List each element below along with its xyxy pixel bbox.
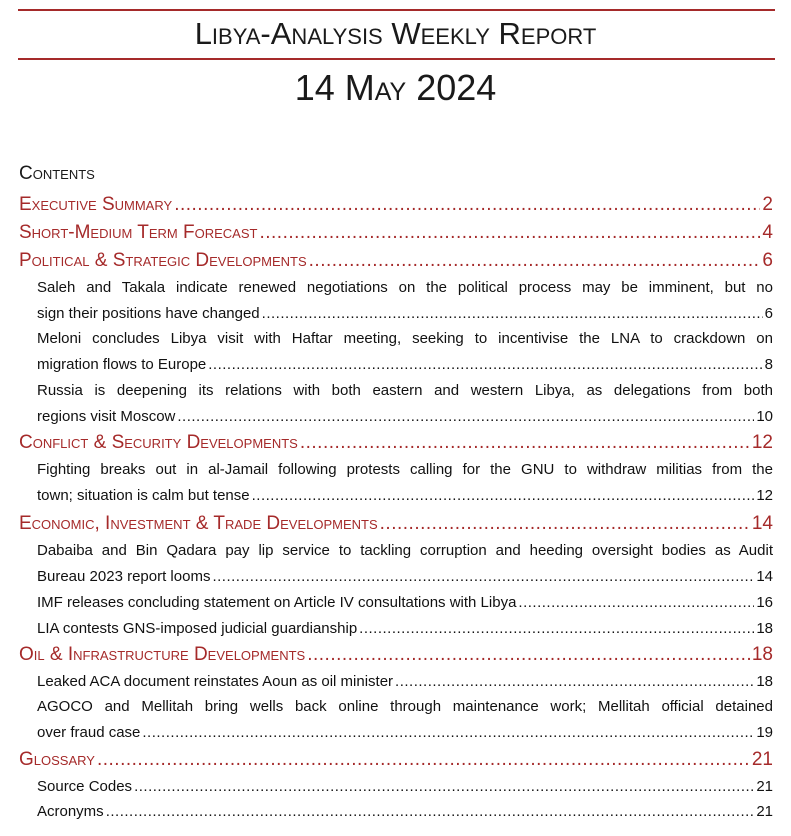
toc-dot-leader (380, 513, 750, 535)
toc-dot-leader (142, 720, 754, 746)
toc-section-political[interactable] (19, 250, 773, 272)
toc-item-text: Leaked ACA document reinstates Aoun as oil minister (37, 673, 394, 690)
toc-item-continuation (37, 483, 773, 509)
toc-item-text: Acronyms (37, 803, 104, 820)
top-rule (18, 9, 775, 11)
toc-dot-leader (300, 432, 750, 454)
toc-item[interactable] (37, 275, 773, 327)
toc-dot-leader (106, 803, 755, 820)
report-title: Libya-Analysis Weekly Report (194, 16, 597, 51)
toc-item-text: Source Codes (37, 778, 133, 795)
toc-page-number: 14 (756, 568, 773, 585)
toc-section-title: Executive Summary (19, 194, 173, 215)
toc-section-forecast[interactable] (19, 222, 773, 244)
toc-item-text: Saleh and Takala indicate renewed negotiations on the political process may be imminent, but no (37, 279, 773, 296)
title-rule (18, 58, 775, 60)
toc-item-continuation (37, 720, 773, 746)
toc-item[interactable] (37, 538, 773, 590)
toc-page-number: 21 (756, 803, 773, 820)
toc-item-text: IMF releases concluding statement on Article IV consultations with Libya (37, 594, 517, 611)
toc-page-number: 14 (751, 513, 773, 534)
toc-section-economic[interactable] (19, 513, 773, 535)
toc-item-text: Bureau 2023 report looms (37, 568, 211, 585)
toc-item-text: Meloni concludes Libya visit with Haftar meeting, seeking to incentivise the LNA to crackdown on (37, 330, 773, 347)
toc-item[interactable] (37, 594, 773, 611)
toc-item-text: over fraud case (37, 724, 141, 741)
toc-page-number: 8 (764, 356, 773, 373)
toc-item-continuation (37, 404, 773, 430)
toc-section-executive-summary[interactable] (19, 194, 773, 216)
toc-dot-leader (174, 194, 760, 216)
toc-dot-leader (134, 778, 754, 795)
toc-item-text: AGOCO and Mellitah bring wells back online through maintenance work; Mellitah official detained (37, 698, 773, 715)
toc-page-number: 4 (762, 222, 773, 243)
toc-page-number: 18 (751, 644, 773, 665)
toc-page-number: 19 (756, 724, 773, 741)
toc-item-text: Fighting breaks out in al-Jamail following protests calling for the GNU to withdraw militias from the (37, 461, 773, 478)
toc-page-number: 6 (764, 305, 773, 322)
toc-page-number: 12 (756, 487, 773, 504)
toc-item-text: migration flows to Europe (37, 356, 207, 373)
toc-item[interactable] (37, 673, 773, 690)
report-date: 14 May 2024 (294, 67, 497, 108)
toc-page-number: 16 (756, 594, 773, 611)
toc-page-number: 10 (756, 408, 773, 425)
toc-item[interactable] (37, 326, 773, 378)
toc-dot-leader (259, 222, 760, 244)
toc-page-number: 21 (756, 778, 773, 795)
toc-section-title: Glossary (19, 749, 95, 770)
toc-item-text: Dabaiba and Bin Qadara pay lip service to tackling corruption and heeding oversight bodies as Audit (37, 542, 773, 559)
toc-item-text: Russia is deepening its relations with both eastern and western Libya, as delegations from both (37, 382, 773, 399)
toc-section-title: Political & Strategic Developments (19, 250, 307, 271)
toc-item-continuation (37, 564, 773, 590)
toc-item[interactable] (37, 803, 773, 820)
toc-dot-leader (262, 301, 763, 327)
toc-item[interactable] (37, 694, 773, 746)
toc-section-title: Conflict & Security Developments (19, 432, 298, 453)
toc-page-number: 21 (751, 749, 773, 770)
toc-page-number: 12 (751, 432, 773, 453)
toc-item-continuation (37, 352, 773, 378)
toc-dot-leader (212, 564, 754, 590)
toc-dot-leader (252, 483, 755, 509)
toc-dot-leader (359, 620, 754, 637)
toc-section-oil[interactable] (19, 644, 773, 666)
toc-dot-leader (177, 404, 754, 430)
toc-item[interactable] (37, 457, 773, 509)
toc-dot-leader (208, 352, 762, 378)
toc-dot-leader (518, 594, 754, 611)
toc-item[interactable] (37, 620, 773, 637)
toc-page-number: 18 (756, 673, 773, 690)
toc-item-continuation (37, 301, 773, 327)
toc-dot-leader (309, 250, 761, 272)
toc-item-text: regions visit Moscow (37, 408, 176, 425)
toc-item-text: town; situation is calm but tense (37, 487, 250, 504)
toc-item[interactable] (37, 378, 773, 430)
toc-page-number: 2 (762, 194, 773, 215)
toc-item-text: LIA contests GNS-imposed judicial guardianship (37, 620, 358, 637)
toc-section-title: Short-Medium Term Forecast (19, 222, 258, 243)
toc-section-title: Oil & Infrastructure Developments (19, 644, 306, 665)
toc-dot-leader (307, 644, 750, 666)
toc-section-title: Economic, Investment & Trade Developments (19, 513, 378, 534)
toc-item[interactable] (37, 778, 773, 795)
contents-heading: Contents (19, 163, 95, 184)
toc-section-glossary[interactable] (19, 749, 773, 771)
toc-dot-leader (97, 749, 750, 771)
toc-section-conflict[interactable] (19, 432, 773, 454)
toc-dot-leader (395, 673, 754, 690)
toc-page-number: 6 (762, 250, 773, 271)
toc-page-number: 18 (756, 620, 773, 637)
toc-item-text: sign their positions have changed (37, 305, 260, 322)
